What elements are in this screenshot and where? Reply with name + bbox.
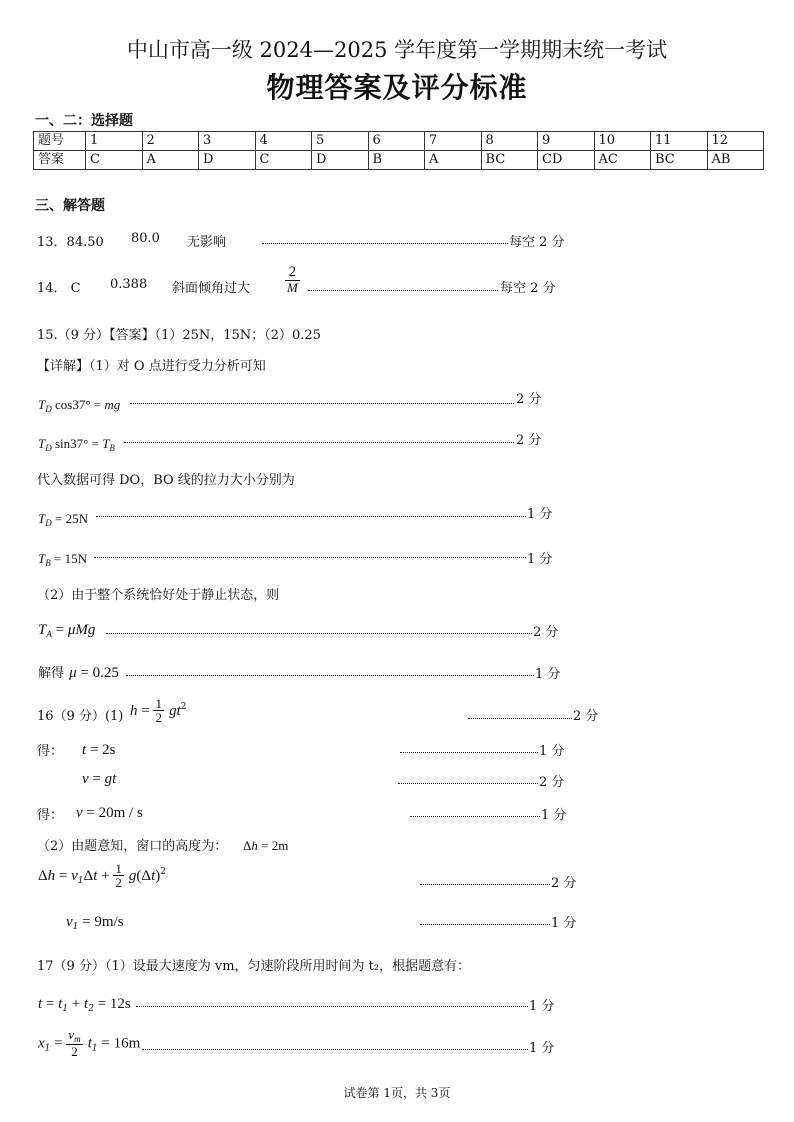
q16-half: $\frac{1}{2}$	[155, 696, 162, 725]
q17-fraction: $\frac{v_m}{2}$	[68, 1027, 81, 1059]
q16-eq3-dots	[398, 782, 538, 784]
section-solution-heading: 三、解答题	[35, 198, 105, 214]
q17-eq1-points: 1 分	[529, 999, 555, 1014]
q16-eq1: h = $\frac{1}{2}$ $gt^2$	[130, 696, 187, 725]
q16-eq2: t = 2s	[82, 742, 116, 758]
table-row-answers	[34, 151, 764, 170]
q16-eq6-dots	[420, 923, 550, 925]
q16-eq4: v = 20m / s	[76, 805, 143, 821]
q15-eq2-dots	[124, 441, 514, 443]
q17-eq1-dots	[136, 1005, 528, 1007]
q15-eq5: $T_A = \mu Mg$	[38, 622, 96, 639]
q13-leader-dots	[262, 242, 508, 244]
q13-value-b: 80.0	[131, 231, 160, 246]
q15-eq3: $T_D = 25N$	[38, 511, 88, 528]
q16-eq4-points: 1 分	[541, 808, 567, 823]
q15-eq5-points: 2 分	[533, 625, 559, 640]
q15-eq1: $T_D$ cos37° = mg	[38, 397, 121, 414]
q16-eq6-points: 1 分	[551, 916, 577, 931]
q15-eq6-points: 1 分	[535, 667, 561, 682]
q16-eq3: v = gt	[82, 771, 117, 787]
q15-eq6-dots	[126, 674, 534, 676]
q15-substitution: 代入数据可得 DO，BO 线的拉力大小分别为	[37, 473, 295, 488]
question-number: 8	[481, 132, 538, 151]
q15-eq2: $T_D$ $\sin 37^\circ = T_B$	[38, 436, 115, 453]
q15-eq6-prefix: 解得	[38, 666, 65, 681]
answer-cell: C	[255, 151, 312, 170]
q14-numerator: 2	[288, 264, 297, 280]
q15-eq1-points: 2 分	[516, 392, 542, 407]
q15-eq1-dots	[130, 402, 514, 404]
q15-eq2-points: 2 分	[516, 433, 542, 448]
q15-eq4-points: 1 分	[527, 552, 553, 567]
q13-value-c: 无影响	[187, 235, 227, 250]
q16-eq2-points: 1 分	[539, 744, 565, 759]
q14-value-a: 14． C	[37, 281, 81, 296]
q16-eq4-dots	[410, 815, 540, 817]
q15-eq6: 解得 μ = 0.25	[38, 665, 119, 681]
q17-eq2: $x_1$ = $\frac{v_m}{2}$ $t_1 = 16m$	[38, 1027, 141, 1059]
q16-eq1-points: 2 分	[573, 709, 599, 724]
question-number: 1	[86, 132, 143, 151]
q15-eq5-dots	[106, 632, 532, 634]
question-number: 3	[199, 132, 256, 151]
q16-eq5-dots	[420, 883, 550, 885]
question-number: 9	[538, 132, 595, 151]
question-number: 11	[651, 132, 708, 151]
q16-eq3-points: 2 分	[539, 775, 565, 790]
answer-cell: AB	[707, 151, 764, 170]
answer-cell: BC	[481, 151, 538, 170]
question-number: 10	[594, 132, 651, 151]
row-label-answer: 答案	[34, 151, 86, 170]
q14-fraction-body	[285, 265, 300, 294]
q13-points: 每空 2 分	[509, 235, 565, 250]
table-row-numbers	[34, 132, 764, 151]
q17-heading: 17（9 分）（1）设最大速度为 vm，匀速阶段所用时间为 t₂，根据题意有：	[37, 959, 471, 974]
q15-eq4: $T_B = 15N$	[38, 551, 87, 568]
answer-cell: B	[368, 151, 425, 170]
answer-cell: BC	[651, 151, 708, 170]
q15-eq3-dots	[96, 515, 526, 517]
answer-cell: D	[312, 151, 369, 170]
q16-eq2-dots	[400, 751, 538, 753]
q14-value-b: 0.388	[110, 277, 148, 292]
q16-eq6: $v_1 = 9m/s$	[66, 914, 124, 932]
question-number: 6	[368, 132, 425, 151]
q16-half-2: $\frac{1}{2}$	[115, 861, 122, 890]
q16-eq5: $\Delta h = v_1\Delta t$ + $\frac{1}{2}$ $g(\Delta t)^2$	[38, 861, 166, 890]
q14-fraction	[285, 265, 300, 294]
q14-value-c: 斜面倾角过大	[172, 281, 251, 296]
answer-cell: A	[425, 151, 482, 170]
question-number: 7	[425, 132, 482, 151]
question-number: 2	[142, 132, 199, 151]
answer-table	[33, 131, 764, 170]
q14-leader-dots	[308, 289, 498, 291]
answer-cell: AC	[594, 151, 651, 170]
exam-title: 中山市高一级 2024—2025 学年度第一学期期末统一考试	[126, 38, 668, 62]
q16-de-1: 得：	[37, 744, 64, 759]
question-number: 5	[312, 132, 369, 151]
q17-eq2-dots	[142, 1048, 528, 1050]
q14-denominator: M	[287, 280, 298, 295]
question-number: 12	[707, 132, 764, 151]
q15-eq4-dots	[94, 556, 526, 558]
q17-eq1: $t = t_1 + t_2 = 12s$	[38, 996, 131, 1014]
answer-cell: CD	[538, 151, 595, 170]
q16-eq1-dots	[468, 717, 572, 719]
q15-detail: 【详解】（1）对 O 点进行受力分析可知	[37, 359, 266, 374]
q15-heading: 15.（9 分）【答案】（1）25N，15N；（2）0.25	[37, 328, 321, 343]
q16-heading: 16（9 分）(1)	[37, 709, 124, 724]
answer-key-title: 物理答案及评分标准	[266, 71, 528, 104]
q16-part2-eq: Δh = 2m	[243, 838, 289, 853]
q16-part2: （2）由题意知，窗口的高度为：	[37, 839, 228, 854]
q15-part2: （2）由于整个系统恰好处于静止状态，则	[37, 588, 280, 603]
question-number: 4	[255, 132, 312, 151]
answer-cell: C	[86, 151, 143, 170]
q16-de-2: 得：	[37, 808, 64, 823]
answer-cell: A	[142, 151, 199, 170]
q14-points: 每空 2 分	[500, 281, 556, 296]
section-choice-heading: 一、二：选择题	[35, 113, 133, 129]
q13-value-a: 13．84.50	[37, 235, 104, 250]
row-label-number: 题号	[34, 132, 86, 151]
q17-eq2-points: 1 分	[529, 1041, 555, 1056]
q15-eq3-points: 1 分	[527, 507, 553, 522]
page-footer: 试卷第 1页，共 3页	[343, 1086, 451, 1100]
answer-cell: D	[199, 151, 256, 170]
q16-eq5-points: 2 分	[551, 876, 577, 891]
